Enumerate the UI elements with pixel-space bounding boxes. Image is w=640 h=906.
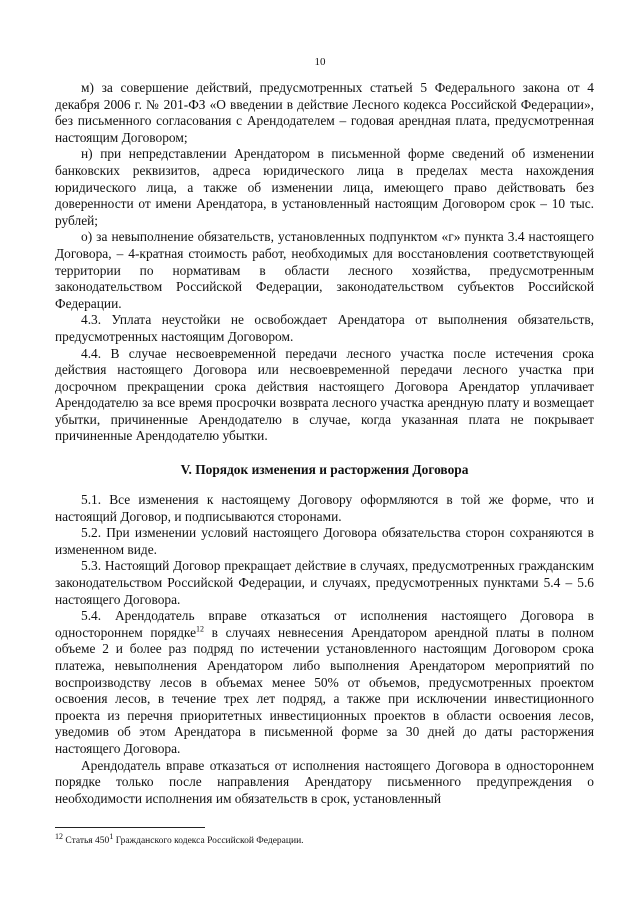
document-body [55,80,594,807]
paragraph-5-3: 5.3. Настоящий Договор прекращает действие в случаях, предусмотренных гражданским законодательством Российской Федерации, и случаях, предусмотренных пунктами 5.4 – 5.6 настоящего Договора. [55,558,594,607]
paragraph-o: о) за невыполнение обязательств, установленных подпунктом «г» пункта 3.4 настоящего Договора, – 4-кратная стоимость работ, необходимых для восстановления соответствующей территории по нормативам в области лесного хозяйства, предусмотренным законодательством Российской Федерации, законодательством субъектов Российской Федерации. [55,229,594,311]
paragraph-landlord-refusal: Арендодатель вправе отказаться от исполнения настоящего Договора в одностороннем порядке только после направления Арендатору письменного предупреждения о необходимости исполнения им обязательств в срок, установленный [55,757,594,806]
footnote-number: 12 [55,831,63,841]
footnote-article-superscript: 1 [109,831,114,841]
paragraph-5-1: 5.1. Все изменения к настоящему Договору оформляются в той же форме, что и настоящий Договор, и подписываются сторонами. [55,492,594,524]
paragraph-5-4 [55,608,594,757]
page-number: 10 [314,56,326,68]
footnote-reference: 12 [196,624,205,634]
footnote-divider [55,827,205,828]
footnote-text-end: Гражданского кодекса Российской Федерации. [113,836,304,846]
paragraph-4-3: 4.3. Уплата неустойки не освобождает Арендатора от выполнения обязательств, предусмотренных настоящим Договором. [55,312,594,344]
paragraph-4-4: 4.4. В случае несвоевременной передачи лесного участка после истечения срока действия настоящего Договора или несвоевременной передачи лесного участка при досрочном прекращении срока действия настоящего Договора Арендатор уплачивает Арендодателю за все время просрочки возврата лесного участка арендную плату и возмещает убытки, причиненные Арендодателю в случае, когда указанная плата не покрывает причиненные Арендодателю убытки. [55,345,594,444]
footnote-text-start: Статья 450 [63,836,110,846]
footnote [55,831,304,847]
paragraph-n: н) при непредставлении Арендатором в письменной форме сведений об изменении банковских реквизитов, адреса юридического лица в пределах места нахождения юридического лица, а также об изменении лица, имеющего право действовать без доверенности от имени Арендатора, в установленный настоящим Договором срок – 10 тыс. рублей; [55,146,594,228]
paragraph-5-4-rest: в случаях невнесения Арендатором арендной платы в полном объеме 2 и более раз подряд по истечении установленного настоящим Договором срока платежа, невыполнения Арендатором либо выполнения Арендатором мероприятий по воспроизводству лесов в объемах менее 50% от объемов, предусмотренных проектом освоения лесов, в течение трех лет подряд, а также при исключении инвестиционного проекта из перечня приоритетных инвестиционных проектов в области освоения лесов, уведомив об этом Арендатора в письменной форме за 30 дней до даты расторжения настоящего Договора. [55,624,595,756]
section-heading: V. Порядок изменения и расторжения Договора [180,462,469,478]
paragraph-m: м) за совершение действий, предусмотренных статьей 5 Федерального закона от 4 декабря 2006 г. № 201-ФЗ «О введении в действие Лесного кодекса Российской Федерации», без письменного согласования с Арендодателем – годовая арендная плата, предусмотренная настоящим Договором; [55,80,594,145]
paragraph-5-4-start: 5.4. Арендодатель вправе отказаться от исполнения настоящего Договора в одностороннем порядке [55,608,594,640]
paragraph-5-2: 5.2. При изменении условий настоящего Договора обязательства сторон сохраняются в измененном виде. [55,525,594,557]
